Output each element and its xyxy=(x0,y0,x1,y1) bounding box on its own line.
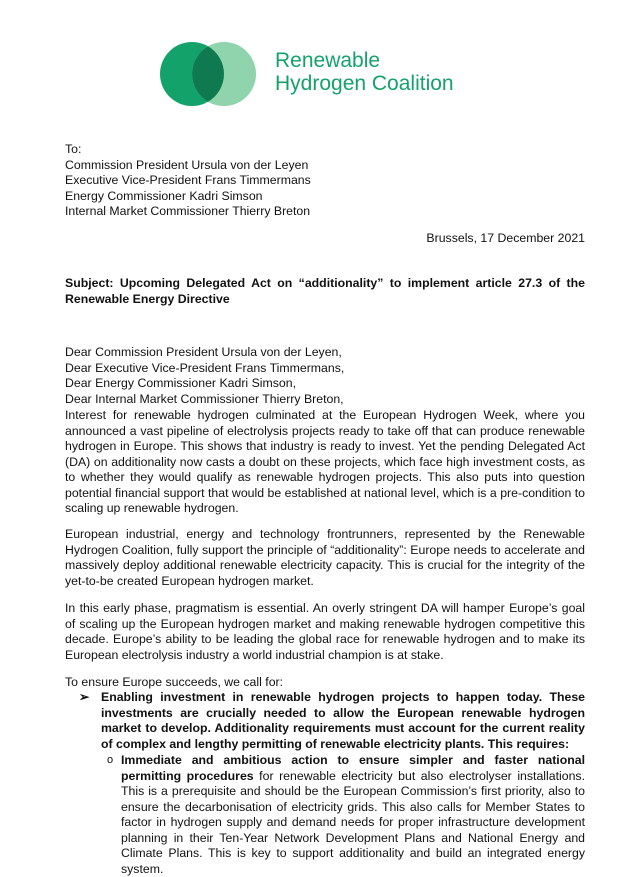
logo-line-1: Renewable xyxy=(275,49,381,72)
to-label: To: xyxy=(65,142,82,156)
body-paragraph: Interest for renewable hydrogen culminated at the European Hydrogen Week, where you announced a vast pipeline of electrolysis projects ready to take off that can produce renewable hydrogen in Europe. This shows that industry is ready to invest. Yet the pending Delegated Act (DA) on additionality now casts a doubt on these projects, which face high investment costs, as to whether they would qualify as renewable hydrogen projects. This also puts into question potential financial support that would be established at national level, which is a pre-condition to scaling up renewable hydrogen. xyxy=(65,408,585,515)
sub-bullet-bold: Immediate and ambitious action to ensure simpler and faster national permitting procedures xyxy=(121,753,585,783)
letter-date: Brussels, 17 December 2021 xyxy=(426,231,585,245)
sub-bullet-rest: for renewable electricity but also electrolyser installations. This is a prerequisite and should be the European Commission’s first priority, also to ensure the decarbonisation of electricity grids. This also calls for Member States to factor in hydrogen supply and demand needs for proper infrastructure development planning in their Ten-Year Network Development Plans and National Energy and Climate Plans. This is key to support additionality and build an integrated energy system. xyxy=(121,768,585,876)
body-paragraph: European industrial, energy and technology frontrunners, represented by the Renewable Hydrogen Coalition, fully support the principle of “additionality”: Europe needs to accelerate and massively deploy additional renewable electricity capacity. This is crucial for the integrity of the yet-to-be created European hydrogen market. xyxy=(65,527,585,588)
recipients-block xyxy=(65,142,585,220)
logo-line-2: Hydrogen Coalition xyxy=(275,72,454,95)
recipient-line: Executive Vice-President Frans Timmermans xyxy=(65,173,311,187)
recipient-line: Commission President Ursula von der Leyen xyxy=(65,157,309,172)
ensure-intro: To ensure Europe succeeds, we call for: xyxy=(65,675,284,689)
circle-bullet-icon: o xyxy=(107,754,114,766)
bullet-text: Enabling investment in renewable hydrogen projects to happen today. These investments are crucially needed to allow the European renewable hydrogen market to develop. Additionality requirements must account for the current reality of complex and lengthy permitting of renewable electricity plants. This requires: xyxy=(101,690,585,751)
logo-wordmark xyxy=(275,49,454,95)
sub-bullet-text xyxy=(121,753,585,877)
salutation-block xyxy=(65,345,585,407)
recipient-line: Internal Market Commissioner Thierry Breton xyxy=(65,204,311,218)
body-paragraph: In this early phase, pragmatism is essential. An overly stringent DA will hamper Europe’s goal of scaling up the European hydrogen market and making renewable hydrogen competitive this decade. Europe’s ability to be leading the global race for renewable hydrogen and to make its European electrolysis industry a world industrial champion is at stake. xyxy=(65,601,585,662)
salutation-line: Dear Executive Vice-President Frans Timmermans, xyxy=(65,360,345,375)
coalition-logo xyxy=(160,40,490,112)
sub-bullet-item xyxy=(106,753,585,877)
salutation-line: Dear Internal Market Commissioner Thierry Breton, xyxy=(65,391,344,406)
bullet-item xyxy=(79,690,585,752)
recipient-line: Energy Commissioner Kadri Simson xyxy=(65,188,263,203)
overlapping-circles-icon xyxy=(160,40,260,112)
arrow-bullet-icon: ➢ xyxy=(79,690,90,704)
salutation-line: Dear Commission President Ursula von der Leyen, xyxy=(65,345,342,359)
salutation-line: Dear Energy Commissioner Kadri Simson, xyxy=(65,376,296,390)
subject-line: Subject: Upcoming Delegated Act on “additionality” to implement article 27.3 of the Renewable Energy Directive xyxy=(65,276,585,306)
